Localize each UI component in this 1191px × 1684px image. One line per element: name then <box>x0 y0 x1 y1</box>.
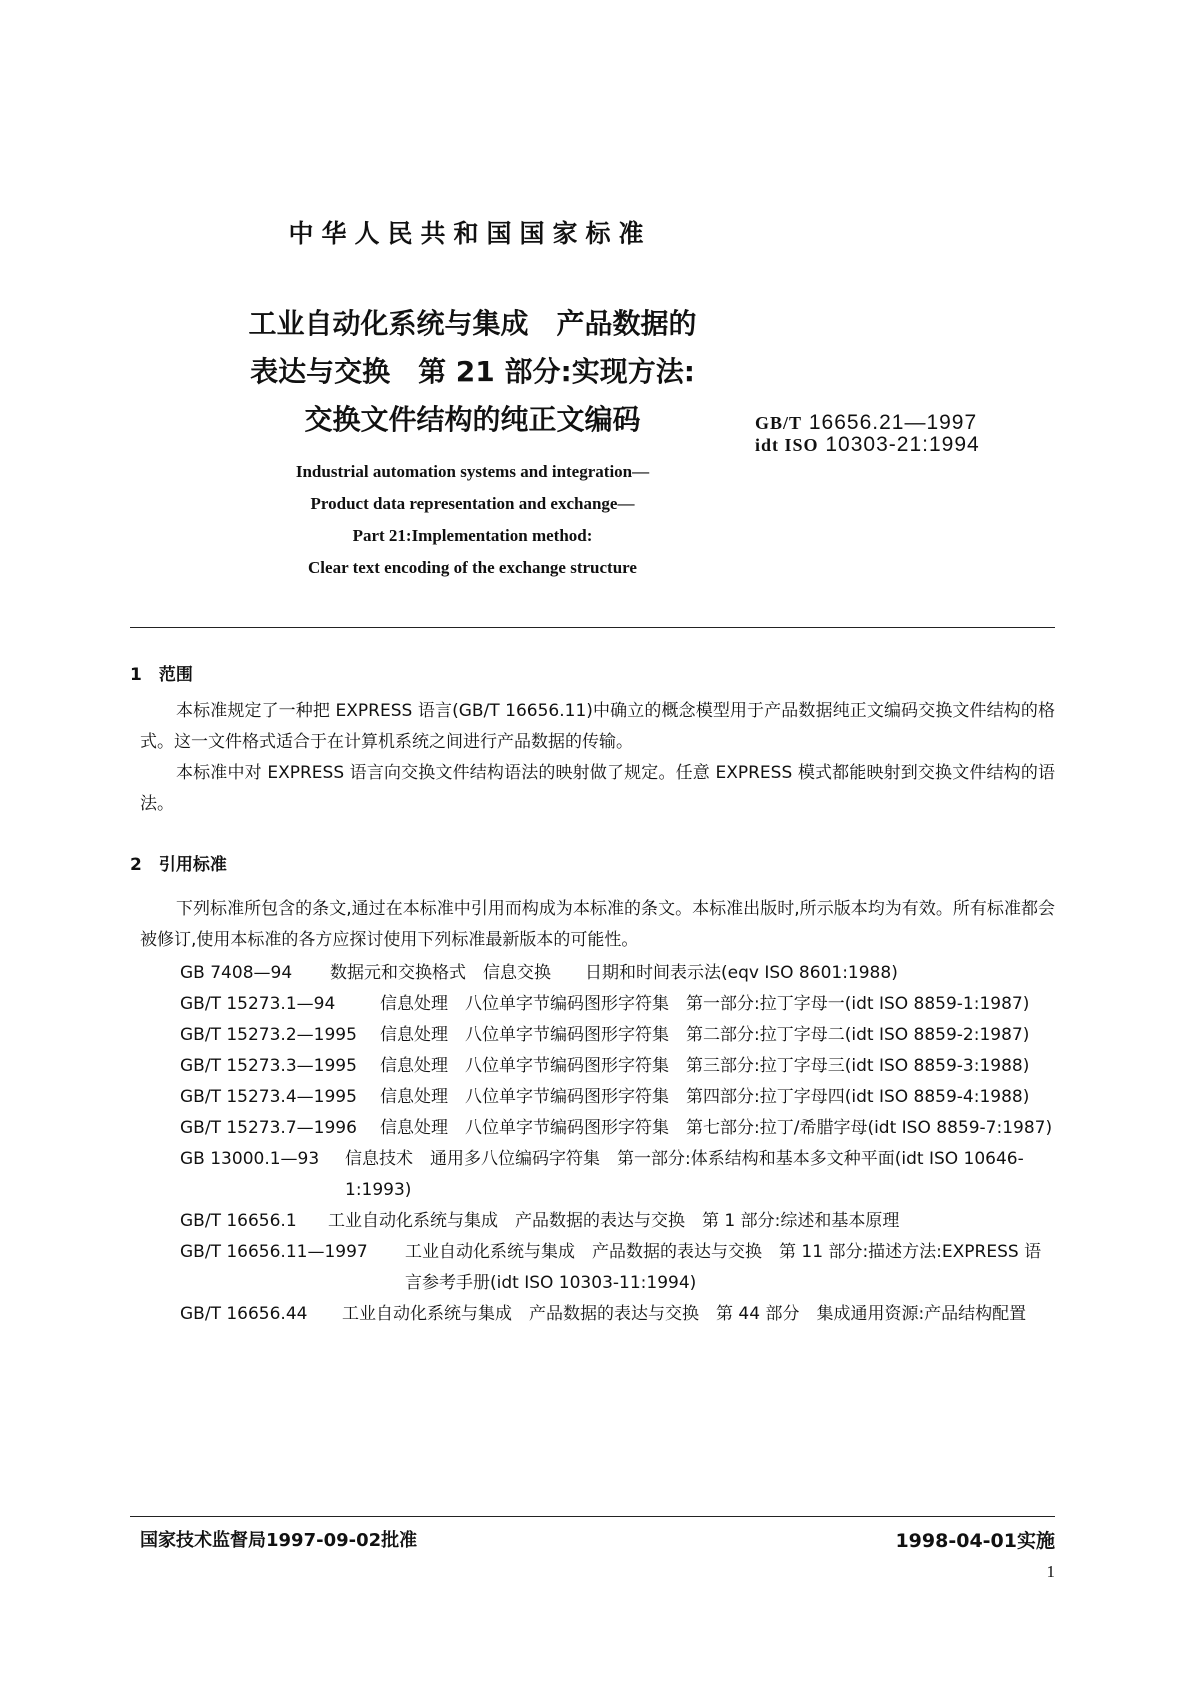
reference-item <box>180 1020 1055 1051</box>
reference-item <box>180 1144 1055 1206</box>
chinese-title-line-2: 表达与交换 第 21 部分:实现方法: <box>250 355 695 388</box>
chinese-title <box>200 300 745 444</box>
effective-date: 1998-04-01实施 <box>895 1530 1055 1552</box>
reference-title: 工业自动化系统与集成 产品数据的表达与交换 第 1 部分:综述和基本原理 <box>328 1211 900 1231</box>
reference-code: GB/T 15273.3—1995 <box>180 1056 357 1076</box>
english-title <box>200 456 745 584</box>
standard-code <box>755 412 980 456</box>
english-title-line-4: Clear text encoding of the exchange structure <box>308 558 637 577</box>
reference-item <box>180 958 1055 989</box>
reference-code: GB/T 16656.1 <box>180 1211 297 1231</box>
reference-code: GB/T 15273.1—94 <box>180 994 336 1014</box>
english-title-line-1: Industrial automation systems and integration— <box>295 462 650 481</box>
reference-item <box>180 1299 1055 1330</box>
reference-code: GB 13000.1—93 <box>180 1149 320 1169</box>
footer-divider <box>130 1516 1055 1517</box>
idt-number: 10303-21:1994 <box>825 433 980 456</box>
reference-title: 信息处理 八位单字节编码图形字符集 第二部分:拉丁字母二(idt ISO 8859-2:1987) <box>380 1025 1030 1045</box>
reference-item <box>180 1113 1055 1144</box>
header-divider <box>130 627 1055 628</box>
reference-item <box>180 1082 1055 1113</box>
chinese-title-line-3: 交换文件结构的纯正文编码 <box>304 403 641 436</box>
reference-title: 信息处理 八位单字节编码图形字符集 第三部分:拉丁字母三(idt ISO 8859-3:1988) <box>380 1056 1030 1076</box>
section-1-heading: 1 范围 <box>130 665 193 685</box>
reference-title: 信息处理 八位单字节编码图形字符集 第四部分:拉丁字母四(idt ISO 8859-4:1988) <box>380 1087 1030 1107</box>
english-title-line-2: Product data representation and exchange— <box>310 494 635 513</box>
reference-title: 信息技术 通用多八位编码字符集 第一部分:体系结构和基本多文种平面(idt ISO 10646-1:1993) <box>345 1149 1024 1200</box>
reference-code: GB/T 16656.11—1997 <box>180 1242 368 1262</box>
english-title-line-3: Part 21:Implementation method: <box>352 526 593 545</box>
reference-title: 数据元和交换格式 信息交换 日期和时间表示法(eqv ISO 8601:1988) <box>330 963 898 983</box>
section-1-paragraph: 本标准中对 EXPRESS 语言向交换文件结构语法的映射做了规定。任意 EXPRESS 模式都能映射到交换文件结构的语法。 <box>140 763 1055 814</box>
reference-title: 信息处理 八位单字节编码图形字符集 第七部分:拉丁/希腊字母(idt ISO 8859-7:1987) <box>380 1118 1053 1138</box>
reference-code: GB/T 15273.7—1996 <box>180 1118 357 1138</box>
reference-item <box>180 989 1055 1020</box>
national-standard-heading: 中华人民共和国国家标准 <box>288 219 652 248</box>
reference-title: 工业自动化系统与集成 产品数据的表达与交换 第 44 部分 集成通用资源:产品结构配置 <box>342 1304 1027 1324</box>
reference-code: GB/T 15273.4—1995 <box>180 1087 357 1107</box>
reference-code: GB 7408—94 <box>180 963 293 983</box>
reference-item <box>180 1051 1055 1082</box>
idt-prefix: idt ISO <box>755 435 819 455</box>
section-2-intro-paragraph: 下列标准所包含的条文,通过在本标准中引用而构成为本标准的条文。本标准出版时,所示版本均为有效。所有标准都会被修订,使用本标准的各方应探讨使用下列标准最新版本的可能性。 <box>140 899 1055 950</box>
reference-item <box>180 1237 1055 1299</box>
page-number: 1 <box>1046 1562 1055 1581</box>
code-prefix: GB/T <box>755 413 803 433</box>
reference-code: GB/T 16656.44 <box>180 1304 308 1324</box>
reference-item <box>180 1206 1055 1237</box>
section-1-body <box>140 696 1055 820</box>
section-2-heading: 2 引用标准 <box>130 855 227 875</box>
code-number: 16656.21—1997 <box>808 411 978 434</box>
section-1-paragraph: 本标准规定了一种把 EXPRESS 语言(GB/T 16656.11)中确立的概念模型用于产品数据纯正文编码交换文件结构的格式。这一文件格式适合于在计算机系统之间进行产品数据的传输。 <box>140 701 1055 752</box>
reference-code: GB/T 15273.2—1995 <box>180 1025 357 1045</box>
reference-title: 信息处理 八位单字节编码图形字符集 第一部分:拉丁字母一(idt ISO 8859-1:1987) <box>380 994 1030 1014</box>
approval-date: 国家技术监督局1997-09-02批准 <box>140 1530 418 1551</box>
reference-title: 工业自动化系统与集成 产品数据的表达与交换 第 11 部分:描述方法:EXPRESS 语言参考手册(idt ISO 10303-11:1994) <box>405 1242 1042 1293</box>
section-2-intro <box>140 894 1055 956</box>
chinese-title-line-1: 工业自动化系统与集成 产品数据的 <box>248 307 697 340</box>
reference-list <box>180 958 1055 1330</box>
